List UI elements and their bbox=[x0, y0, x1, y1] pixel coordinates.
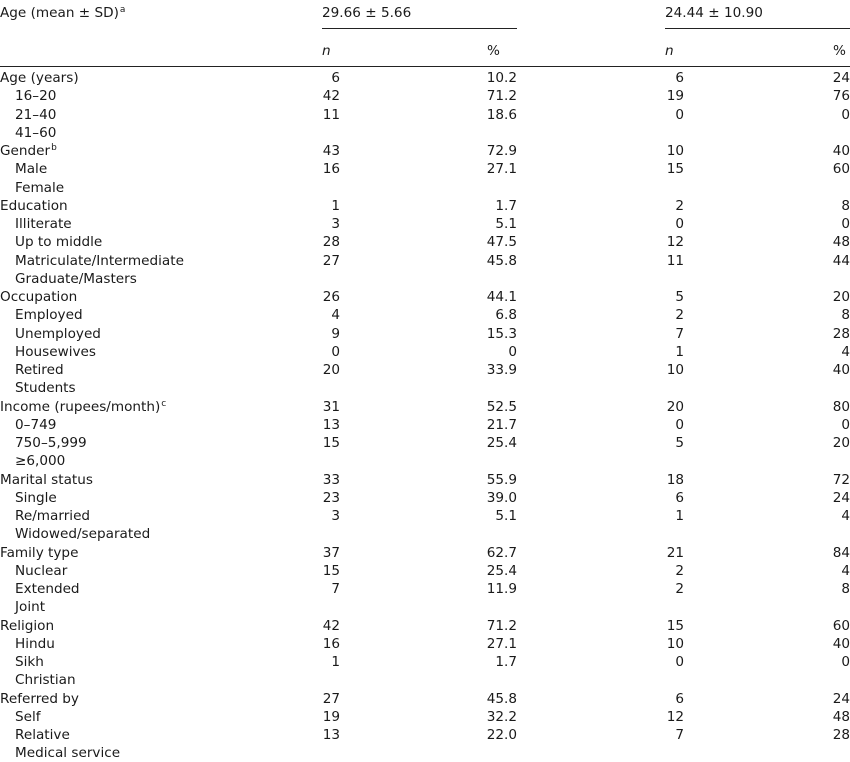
row-label-text: Education bbox=[0, 197, 68, 214]
group2-n-cell: 21 bbox=[666, 544, 684, 561]
row-label bbox=[0, 489, 57, 507]
row-label-text: Nuclear bbox=[15, 562, 68, 579]
group2-n-cell: 10 bbox=[666, 635, 684, 652]
group2-pct-cell: 24 bbox=[832, 690, 850, 707]
row-label bbox=[0, 160, 47, 178]
row-label-text: Age (years) bbox=[0, 70, 79, 86]
group1-rule bbox=[322, 28, 517, 29]
group1-n-cell: 4 bbox=[331, 307, 340, 324]
row-label bbox=[0, 690, 79, 708]
group2-rule bbox=[665, 28, 850, 29]
group1-mean: 29.66 ± 5.66 bbox=[322, 5, 412, 21]
row-label-text: Occupation bbox=[0, 289, 78, 305]
group1-pct-cell: 0 bbox=[508, 343, 517, 360]
row-label-text: Referred by bbox=[0, 690, 79, 707]
group1-pct-cell: 47.5 bbox=[486, 234, 517, 251]
group2-n-cell: 15 bbox=[666, 617, 684, 634]
col-pct-1: % bbox=[487, 43, 500, 59]
group2-n-cell: 0 bbox=[675, 216, 684, 232]
group1-n-cell: 1 bbox=[331, 197, 340, 214]
group2-pct-cell: 76 bbox=[832, 88, 850, 105]
group2-pct-cell: 24 bbox=[832, 70, 850, 86]
group2-n-cell: 18 bbox=[666, 471, 684, 488]
group2-pct-cell: 24 bbox=[832, 489, 850, 506]
row-label-text: Retired bbox=[15, 362, 64, 378]
group2-n-cell: 12 bbox=[666, 234, 684, 251]
group2-pct-cell: 44 bbox=[832, 252, 850, 269]
group2-pct-cell: 48 bbox=[832, 234, 850, 251]
group1-pct-cell: 71.2 bbox=[486, 88, 517, 105]
group2-n-cell: 6 bbox=[675, 489, 684, 506]
col-pct-2: % bbox=[833, 43, 846, 59]
group2-pct-cell: 8 bbox=[841, 307, 850, 324]
group1-n-cell: 3 bbox=[331, 216, 340, 232]
group1-n-cell: 27 bbox=[322, 252, 340, 269]
group1-pct-cell: 15.3 bbox=[486, 325, 517, 342]
row-label bbox=[0, 726, 70, 744]
group2-n-cell: 6 bbox=[675, 70, 684, 86]
row-label-text: Unemployed bbox=[15, 325, 101, 342]
row-label-text: Female bbox=[15, 179, 65, 196]
row-label-text: ≥6,000 bbox=[15, 453, 66, 470]
group1-n-cell: 0 bbox=[331, 343, 340, 360]
group2-pct-cell: 20 bbox=[832, 289, 850, 305]
group2-pct-cell: 8 bbox=[841, 581, 850, 597]
age-mean-header bbox=[0, 4, 125, 24]
group2-n-cell: 11 bbox=[666, 252, 684, 269]
group2-n-cell: 10 bbox=[666, 362, 684, 378]
group1-n-cell: 19 bbox=[322, 708, 340, 725]
group2-pct-cell: 60 bbox=[832, 617, 850, 634]
row-label bbox=[0, 343, 96, 361]
row-label bbox=[0, 288, 77, 306]
row-label-text: Up to middle bbox=[15, 234, 103, 251]
group1-n-cell: 43 bbox=[322, 143, 340, 159]
group2-n-cell: 6 bbox=[675, 690, 684, 707]
group1-n-cell: 26 bbox=[322, 289, 340, 305]
row-label-text: Marital status bbox=[0, 471, 93, 488]
row-label bbox=[0, 69, 79, 87]
row-label bbox=[0, 416, 56, 434]
row-label bbox=[0, 233, 102, 251]
group1-pct-cell: 55.9 bbox=[486, 471, 517, 488]
group1-n-cell: 28 bbox=[322, 234, 340, 251]
group2-pct-cell: 20 bbox=[832, 435, 850, 451]
group1-pct-cell: 21.7 bbox=[486, 416, 517, 433]
row-label-text: Re/married bbox=[15, 508, 91, 524]
row-label-text: Students bbox=[15, 380, 76, 397]
group2-n-cell: 2 bbox=[675, 581, 684, 597]
group2-pct-cell: 72 bbox=[832, 471, 850, 488]
row-label bbox=[0, 562, 67, 580]
footnote-marker: c bbox=[161, 398, 167, 409]
group1-pct-cell: 5.1 bbox=[495, 508, 517, 524]
row-label bbox=[0, 87, 56, 105]
group2-n-cell: 20 bbox=[666, 398, 684, 415]
group1-pct-cell: 25.4 bbox=[486, 435, 517, 451]
group1-n-cell: 15 bbox=[322, 435, 340, 451]
group1-pct-cell: 27.1 bbox=[486, 161, 517, 178]
row-label-text: Extended bbox=[15, 581, 80, 597]
group1-n-cell: 6 bbox=[331, 70, 340, 86]
group2-pct-cell: 0 bbox=[841, 216, 850, 232]
group2-pct-cell: 40 bbox=[832, 143, 850, 159]
group1-n-cell: 16 bbox=[322, 161, 340, 178]
row-label bbox=[0, 361, 64, 379]
row-label-text: Housewives bbox=[15, 343, 96, 360]
row-label-text: 16–20 bbox=[15, 88, 57, 105]
row-label bbox=[0, 598, 45, 616]
group1-pct-cell: 62.7 bbox=[486, 544, 517, 561]
row-label bbox=[0, 270, 137, 288]
group1-n-cell: 13 bbox=[322, 416, 340, 433]
group1-pct-cell: 22.0 bbox=[486, 727, 517, 743]
header-rule bbox=[0, 66, 850, 67]
group2-pct-cell: 40 bbox=[832, 362, 850, 378]
row-label-text: 0–749 bbox=[15, 416, 57, 433]
row-label bbox=[0, 306, 83, 324]
group1-n-cell: 9 bbox=[331, 325, 340, 342]
row-label bbox=[0, 544, 78, 562]
row-label-text: Matriculate/Intermediate bbox=[15, 252, 184, 269]
footnote-a: a bbox=[119, 5, 126, 15]
group2-n-cell: 0 bbox=[675, 106, 684, 123]
row-label-text: Widowed/separated bbox=[15, 526, 151, 543]
row-label bbox=[0, 507, 90, 525]
group2-pct-cell: 8 bbox=[841, 197, 850, 214]
row-label-text: 750–5,999 bbox=[15, 435, 87, 451]
group1-n-cell: 11 bbox=[322, 106, 340, 123]
group2-n-cell: 2 bbox=[675, 307, 684, 324]
group1-n-cell: 23 bbox=[322, 489, 340, 506]
group1-pct-cell: 45.8 bbox=[486, 690, 517, 707]
group2-n-cell: 5 bbox=[675, 435, 684, 451]
group2-pct-cell: 4 bbox=[841, 562, 850, 579]
group2-pct-cell: 0 bbox=[841, 654, 850, 670]
group1-n-cell: 7 bbox=[331, 581, 340, 597]
row-label bbox=[0, 434, 87, 452]
row-label-text: Christian bbox=[15, 672, 76, 689]
row-label-text: Income (rupees/month) bbox=[0, 398, 161, 415]
group1-pct-cell: 10.2 bbox=[486, 70, 517, 86]
row-label-text: Joint bbox=[15, 599, 46, 616]
group1-n-cell: 42 bbox=[322, 88, 340, 105]
row-label-text: Self bbox=[15, 708, 41, 725]
group2-n-cell: 19 bbox=[666, 88, 684, 105]
row-label bbox=[0, 197, 68, 215]
group1-n-cell: 15 bbox=[322, 562, 340, 579]
group1-n-cell: 27 bbox=[322, 690, 340, 707]
group1-pct-cell: 72.9 bbox=[486, 143, 517, 159]
group1-n-cell: 42 bbox=[322, 617, 340, 634]
group2-n-cell: 10 bbox=[666, 143, 684, 159]
row-label-text: Employed bbox=[15, 307, 83, 324]
row-label-text: Graduate/Masters bbox=[15, 270, 137, 287]
group1-pct-cell: 25.4 bbox=[486, 562, 517, 579]
row-label bbox=[0, 215, 72, 233]
group1-pct-cell: 33.9 bbox=[486, 362, 517, 378]
group1-pct-cell: 45.8 bbox=[486, 252, 517, 269]
age-mean-label: Age (mean ± SD) bbox=[0, 5, 119, 21]
col-n-2: n bbox=[665, 43, 674, 59]
row-label-text: Single bbox=[15, 489, 57, 506]
group2-n-cell: 2 bbox=[675, 197, 684, 214]
row-label-text: Gender bbox=[0, 143, 51, 159]
row-label bbox=[0, 398, 166, 418]
row-label-text: Family type bbox=[0, 544, 79, 561]
row-label-text: Illiterate bbox=[15, 216, 72, 232]
row-label bbox=[0, 635, 55, 653]
row-label bbox=[0, 379, 76, 397]
group1-n-cell: 16 bbox=[322, 635, 340, 652]
group2-mean: 24.44 ± 10.90 bbox=[665, 5, 763, 21]
group1-pct-cell: 39.0 bbox=[486, 489, 517, 506]
group2-pct-cell: 60 bbox=[832, 161, 850, 178]
row-label-text: Sikh bbox=[15, 654, 44, 670]
row-label bbox=[0, 525, 150, 543]
row-label bbox=[0, 179, 64, 197]
row-label-text: 21–40 bbox=[15, 106, 57, 123]
group2-n-cell: 7 bbox=[675, 325, 684, 342]
row-label bbox=[0, 124, 56, 142]
row-label bbox=[0, 325, 101, 343]
group1-n-cell: 37 bbox=[322, 544, 340, 561]
group1-n-cell: 13 bbox=[322, 727, 340, 743]
group2-pct-cell: 40 bbox=[832, 635, 850, 652]
group1-pct-cell: 1.7 bbox=[495, 654, 517, 670]
group1-pct-cell: 52.5 bbox=[486, 398, 517, 415]
group2-pct-cell: 0 bbox=[841, 416, 850, 433]
row-label-text: Relative bbox=[15, 727, 70, 743]
row-label bbox=[0, 580, 80, 598]
group2-pct-cell: 84 bbox=[832, 544, 850, 561]
group2-n-cell: 1 bbox=[675, 508, 684, 524]
group1-pct-cell: 32.2 bbox=[486, 708, 517, 725]
group1-n-cell: 1 bbox=[331, 654, 340, 670]
group2-n-cell: 12 bbox=[666, 708, 684, 725]
group2-n-cell: 0 bbox=[675, 654, 684, 670]
group1-pct-cell: 71.2 bbox=[486, 617, 517, 634]
row-label bbox=[0, 106, 56, 124]
group2-pct-cell: 28 bbox=[832, 325, 850, 342]
group2-pct-cell: 0 bbox=[841, 106, 850, 123]
group2-pct-cell: 28 bbox=[832, 727, 850, 743]
group1-n-cell: 31 bbox=[322, 398, 340, 415]
row-label-text: Male bbox=[15, 161, 48, 178]
row-label bbox=[0, 252, 184, 270]
group1-pct-cell: 1.7 bbox=[495, 197, 517, 214]
group2-pct-cell: 4 bbox=[841, 508, 850, 524]
row-label bbox=[0, 653, 44, 671]
group1-pct-cell: 6.8 bbox=[495, 307, 517, 324]
group1-pct-cell: 44.1 bbox=[486, 289, 517, 305]
row-label bbox=[0, 452, 65, 470]
group2-n-cell: 0 bbox=[675, 416, 684, 433]
group1-pct-cell: 5.1 bbox=[495, 216, 517, 232]
row-label bbox=[0, 142, 57, 162]
group2-pct-cell: 48 bbox=[832, 708, 850, 725]
row-label bbox=[0, 671, 76, 689]
group1-pct-cell: 27.1 bbox=[486, 635, 517, 652]
group2-pct-cell: 4 bbox=[841, 343, 850, 360]
row-label bbox=[0, 708, 41, 726]
group2-pct-cell: 80 bbox=[832, 398, 850, 415]
group2-n-cell: 15 bbox=[666, 161, 684, 178]
group1-pct-cell: 18.6 bbox=[486, 106, 517, 123]
group2-n-cell: 2 bbox=[675, 562, 684, 579]
row-label-text: Hindu bbox=[15, 635, 55, 652]
row-label-text: 41–60 bbox=[15, 124, 57, 141]
group1-pct-cell: 11.9 bbox=[486, 581, 517, 597]
group1-n-cell: 33 bbox=[322, 471, 340, 488]
row-label bbox=[0, 471, 93, 489]
group2-n-cell: 7 bbox=[675, 727, 684, 743]
footnote-marker: b bbox=[51, 143, 57, 153]
group1-n-cell: 20 bbox=[322, 362, 340, 378]
row-label-text: Medical service bbox=[15, 745, 121, 762]
row-label bbox=[0, 744, 120, 762]
group2-n-cell: 1 bbox=[675, 343, 684, 360]
col-n-1: n bbox=[322, 43, 331, 59]
group2-n-cell: 5 bbox=[675, 289, 684, 305]
row-label-text: Religion bbox=[0, 617, 55, 634]
row-label bbox=[0, 617, 54, 635]
group1-n-cell: 3 bbox=[331, 508, 340, 524]
